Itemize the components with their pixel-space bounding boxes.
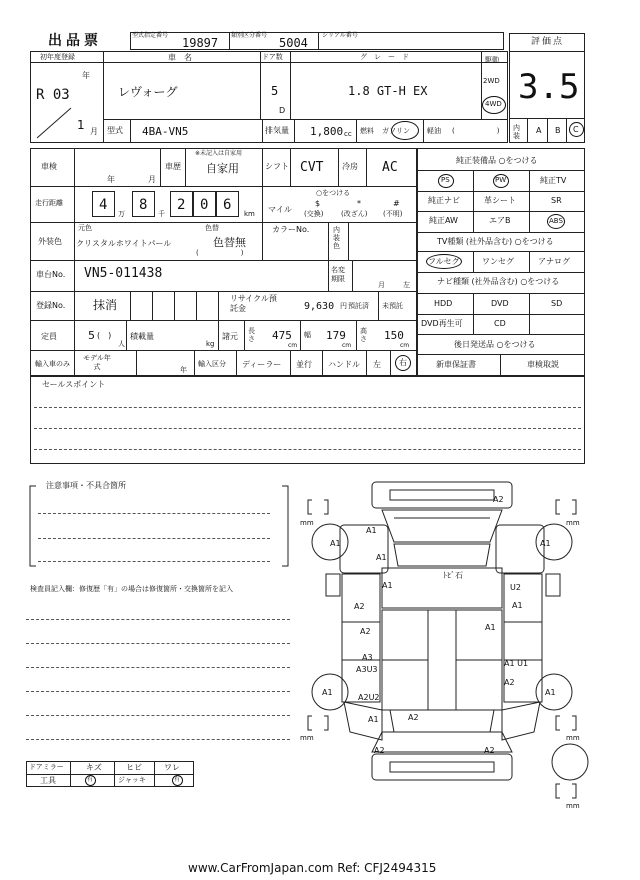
mileage-unit: km (244, 210, 255, 218)
recycle-label: リサイクル預託金 (230, 294, 277, 313)
reg-value: 抹消 (93, 298, 118, 312)
type-value: 4BA-VN5 (142, 125, 189, 138)
width-value: 179 (326, 329, 346, 342)
import-label: 輸入車のみ (35, 360, 70, 368)
interior-b: B (555, 126, 561, 135)
handle-left: 左 (373, 360, 381, 369)
mm-rl: mm (300, 734, 314, 742)
history-note: ※未記入は自家用 (195, 150, 243, 157)
mile-label: マイル (268, 205, 292, 214)
handle-right: 右 (399, 358, 407, 367)
tv-oneseg: ワンセグ (482, 257, 514, 266)
damage-label-4: A1 (376, 553, 387, 562)
model-cert-value: 19897 (182, 36, 219, 50)
sales-point-box (30, 376, 585, 464)
mileage-digit-3: 2 (177, 197, 186, 213)
left-front-door (382, 610, 428, 660)
type-label: 型式 (107, 126, 123, 135)
interior-a: A (536, 126, 542, 135)
right-rear-door (456, 660, 502, 710)
recycle-unit: 円 (340, 302, 347, 310)
exch-sym: $ (315, 199, 321, 208)
unknown-label: (不明) (383, 210, 403, 218)
history-value: 自家用 (206, 162, 239, 175)
equip-aw: 純正AW (429, 216, 458, 225)
load-unit: kg (206, 340, 215, 348)
width-unit: cm (342, 342, 352, 349)
capacity-unit: 人 (118, 340, 125, 348)
capacity-paren: ( ) (97, 331, 112, 340)
mileage-digit-4: 0 (200, 197, 209, 213)
shift-value: CVT (300, 160, 324, 175)
notes-bracket (28, 480, 290, 572)
car-name-value: レヴォーグ (118, 85, 178, 99)
interior-c: C (573, 125, 579, 134)
chassis-value: VN5-011438 (84, 266, 163, 281)
displacement-value: 1,800 (310, 125, 344, 138)
damage-label-3: A1 (540, 539, 551, 548)
history-label: 車歴 (165, 162, 181, 171)
spare-wheel (552, 744, 588, 780)
front-bumper (372, 482, 512, 508)
windshield (394, 544, 490, 566)
rear-window (390, 710, 494, 732)
damage-label-16: A2 (504, 678, 515, 687)
mileage-label: 走行距離 (35, 199, 63, 207)
navi-cd: CD (494, 319, 506, 328)
grade-label: グ レ ー ド (360, 53, 409, 61)
parallel-label: 並行 (296, 360, 312, 369)
shift-label: シフト (265, 162, 289, 171)
legend-ware: ワレ (164, 763, 180, 772)
first-reg-year: R 03 (36, 87, 70, 103)
handle-label: ハンドル (328, 360, 360, 369)
page-title: 出品票 (48, 33, 102, 49)
capacity-value: 5 (88, 329, 95, 342)
orig-color-label: 元色 (78, 224, 92, 232)
equip-airbag: エアB (489, 216, 511, 225)
left-a-pillar (342, 574, 380, 622)
len-unit: cm (288, 342, 298, 349)
capacity-label: 定員 (41, 332, 57, 341)
tv-analog: アナログ (538, 257, 570, 266)
legend-mirror: ドアミラー (29, 763, 64, 771)
legend-jack-yes: 有 (174, 776, 181, 783)
color-no-label: カラーNo. (272, 225, 310, 234)
deposited: 預託済 (348, 302, 369, 310)
damage-label-2: A1 (330, 539, 341, 548)
damage-label-7: U2 (510, 583, 521, 592)
mileage-man-unit: 万 (118, 210, 125, 218)
doors-label: ドア数 (262, 53, 283, 61)
damage-label-9: A2 (354, 602, 365, 611)
first-reg-label: 初年度登録 (40, 53, 75, 61)
legend-tool: 工具 (40, 776, 56, 785)
navi-hdd: HDD (434, 299, 453, 308)
inspection-year-unit: 年 (107, 175, 115, 184)
recycle-value: 9,630 (304, 301, 335, 312)
mm-spare: mm (566, 802, 580, 810)
first-reg-slash (31, 106, 103, 142)
right-front-door (456, 610, 502, 660)
navi-dvd: DVD (491, 299, 509, 308)
hood (382, 510, 502, 542)
damage-label-20: A2 (408, 713, 419, 722)
mm-fl: mm (300, 519, 314, 527)
damage-label-14: A1 U1 (504, 659, 529, 668)
car-name-label: 車 名 (168, 53, 192, 62)
dims-label: 諸元 (222, 332, 238, 341)
first-reg-year-unit: 年 (82, 71, 90, 80)
equip-abs: ABS (549, 217, 563, 225)
equip-tv: 純正TV (540, 176, 567, 185)
mileage-circle-note: ○をつける (316, 189, 351, 197)
len-value: 475 (272, 329, 292, 342)
len-label: 長さ (248, 327, 255, 343)
damage-label-0: A2 (493, 495, 504, 504)
inspection-label: 車検 (41, 162, 57, 171)
load-label: 積載量 (130, 332, 154, 341)
footer-ref: www.CarFromJapan.com Ref: CFJ2494315 (188, 861, 437, 875)
fuel-value: ガソリン (382, 127, 410, 135)
fuel-paren: ( ) (452, 127, 500, 135)
mm-fr: mm (566, 519, 580, 527)
damage-label-5: A1 (382, 581, 393, 590)
model-year-unit: 年 (180, 366, 187, 374)
later-manual: 車検取説 (527, 360, 559, 369)
equip-navi: 純正ナビ (428, 196, 460, 205)
light-oil-label: 軽油 (427, 127, 441, 135)
navi-label: ナビ種類 (社外品含む) ○をつける (437, 277, 560, 286)
left-rear-door (382, 660, 428, 710)
repaint-label: 色替 (205, 224, 219, 232)
damage-label-12: A3 (362, 653, 373, 662)
displacement-unit: cc (344, 130, 352, 138)
import-class-label: 輸入区分 (198, 360, 226, 368)
navi-dvd-play: DVD再生可 (421, 319, 463, 328)
repaint-value: 色替無 (213, 236, 246, 249)
orig-color-value: クリスタルホワイトパール (76, 239, 172, 248)
height-label: 高さ (360, 327, 367, 343)
name-change-day: 左 (403, 281, 410, 289)
mileage-digit-1: 4 (99, 197, 108, 213)
damage-label-22: A2 (484, 746, 495, 755)
navi-sd: SD (551, 299, 563, 308)
model-year-label: モデル年式 (83, 354, 111, 371)
first-reg-month: 1 (77, 118, 85, 132)
model-cert-label: 型式指定番号 (132, 32, 169, 39)
front-left-fender (340, 525, 388, 573)
legend-hibi: ヒビ (126, 763, 142, 772)
damage-label-1: A1 (366, 526, 377, 535)
damage-label-18: A1 (368, 715, 379, 724)
mileage-digit-5: 6 (223, 197, 232, 213)
tv-fullseg: フルセグ (428, 257, 460, 266)
sales-point-label: セールスポイント (42, 380, 106, 389)
rear-bumper (372, 754, 512, 780)
equip-pw: PW (495, 176, 507, 184)
interior-label: 内装 (513, 124, 520, 140)
exch-label: (交換) (304, 210, 324, 218)
displacement-label: 排気量 (265, 126, 289, 135)
score-label: 評価点 (531, 37, 565, 47)
damage-label-11: A2 (360, 627, 371, 636)
inspection-month-unit: 月 (148, 175, 156, 184)
height-unit: cm (400, 342, 410, 349)
equip-sr: SR (551, 196, 562, 205)
doors-sub: D (279, 106, 286, 115)
serial-label: シリアル番号 (322, 32, 358, 39)
not-deposited: 未預託 (382, 302, 403, 310)
damage-labels (322, 495, 556, 755)
notes-label: 注意事項・不具合箇所 (46, 481, 126, 490)
tamper-sym: * (357, 199, 361, 208)
tv-label: TV種類 (社外品含む) ○をつける (437, 237, 554, 246)
mileage-sen-unit: 千 (158, 210, 165, 218)
class-value: 5004 (279, 36, 308, 50)
center-console (428, 610, 456, 710)
unknown-sym: # (393, 199, 400, 208)
damage-label-21: A2 (374, 746, 385, 755)
front-right-fender (496, 525, 544, 573)
roof (382, 568, 502, 608)
ac-label: 冷房 (342, 162, 358, 171)
color-label: 外装色 (38, 237, 62, 246)
drive-2wd: 2WD (483, 77, 500, 85)
later-warranty: 新車保証書 (436, 360, 476, 369)
later-label: 後日発送品 ○をつける (454, 340, 536, 349)
damage-label-19: A1 (545, 688, 556, 697)
damage-label-15: A2U2 (358, 693, 380, 702)
drive-4wd: 4WD (485, 100, 502, 108)
tamper-label: (改ざん) (341, 210, 368, 218)
damage-label-17: A1 (322, 688, 333, 697)
ac-value: AC (382, 160, 398, 175)
name-change-label: 名変期限 (331, 266, 345, 283)
repaint-paren: ( ) (196, 249, 244, 257)
legend-jack: ジャッキ (118, 776, 146, 784)
reg-label: 登録No. (36, 301, 66, 310)
equip-leather: 革シート (484, 196, 516, 205)
damage-label-10: A1 (485, 623, 496, 632)
doors-value: 5 (271, 84, 279, 98)
car-damage-diagram (290, 470, 600, 815)
fuel-label: 燃料 (360, 127, 374, 135)
grade-value: 1.8 GT-H EX (348, 84, 428, 98)
dealer-label: ディーラー (242, 360, 282, 369)
equip-ps: PS (441, 176, 450, 184)
right-a-pillar (504, 574, 542, 622)
height-value: 150 (384, 329, 404, 342)
genuine-label: 純正装備品 ○をつける (456, 156, 538, 165)
damage-label-13: A3U3 (356, 665, 378, 674)
chassis-label: 車台No. (36, 270, 66, 279)
legend-kizu: キズ (86, 763, 102, 772)
damage-label-8: A1 (512, 601, 523, 610)
class-label: 類別区分番号 (231, 32, 268, 39)
mm-rr: mm (566, 734, 580, 742)
mileage-digit-2: 8 (139, 197, 148, 213)
int-color-label: 内装色 (333, 226, 340, 250)
rear-right-fender (502, 702, 540, 740)
first-reg-month-unit: 月 (90, 127, 98, 136)
score-value: 3.5 (518, 67, 580, 107)
damage-label-6: ﾄﾋﾞ石 (443, 571, 463, 580)
width-label: 幅 (304, 331, 311, 339)
drive-label: 駆動 (485, 56, 499, 64)
legend-tool-yes: 有 (87, 776, 94, 783)
inspector-label: 検査員記入欄：修復歴「有」の場合は修復箇所・交換箇所を記入 (30, 585, 233, 593)
name-change-month: 月 (378, 281, 385, 289)
